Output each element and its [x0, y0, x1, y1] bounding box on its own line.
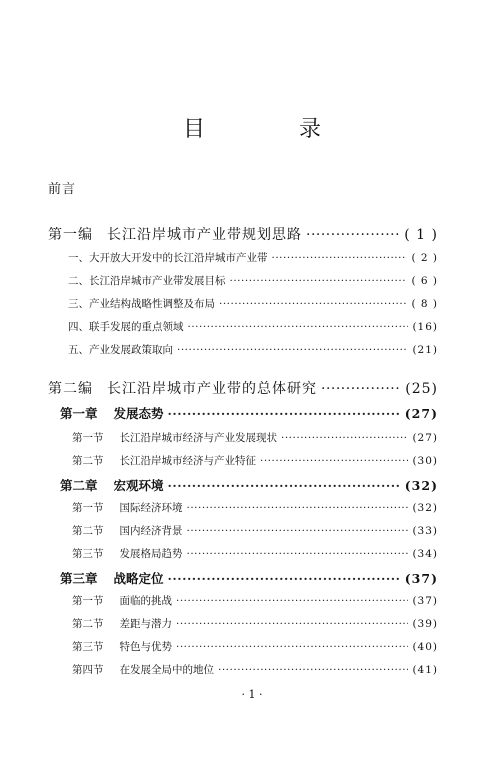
page-title: 目 录	[182, 117, 357, 142]
section-entry	[0, 546, 504, 561]
item-title: 五、产业发展政策取向	[68, 344, 173, 356]
section-title: 特色与优势	[119, 641, 172, 653]
page-number-footer: · 1 ·	[241, 688, 263, 701]
chapter-label: 第一章	[60, 406, 98, 421]
leader-dots	[306, 227, 400, 243]
part1-page: ( 1 )	[404, 227, 438, 243]
section-entry	[0, 453, 504, 468]
section-label: 第三节	[72, 548, 104, 560]
section-page: (27)	[412, 432, 438, 444]
item-page: (21)	[412, 344, 438, 356]
part1-item	[0, 342, 504, 357]
part2-title: 长江沿岸城市产业带的总体研究	[107, 381, 317, 397]
part1-item	[0, 273, 504, 288]
item-page: ( 2 )	[411, 252, 438, 264]
chapter-entry	[0, 404, 504, 422]
section-label: 第一节	[72, 502, 104, 514]
leader-dots	[260, 455, 408, 467]
section-title: 面临的挑战	[119, 595, 172, 607]
section-title: 长江沿岸城市经济与产业发展现状	[119, 432, 277, 444]
section-title: 差距与潜力	[119, 618, 172, 630]
chapter-title: 战略定位	[113, 571, 164, 586]
leader-dots	[168, 478, 401, 493]
leader-dots	[187, 525, 409, 537]
item-title: 二、长江沿岸城市产业带发展目标	[68, 275, 226, 287]
section-page: (32)	[412, 502, 438, 514]
item-title: 一、大开放大开发中的长江沿岸城市产业带	[68, 252, 268, 264]
section-page: (37)	[412, 595, 438, 607]
leader-dots	[176, 641, 408, 653]
part1-entry	[0, 224, 504, 244]
chapter-title: 宏观环境	[113, 478, 164, 493]
part1-item	[0, 319, 504, 334]
section-title: 发展格局趋势	[119, 548, 183, 560]
section-label: 第四节	[72, 664, 104, 676]
section-page: (33)	[412, 525, 438, 537]
leader-dots	[176, 618, 408, 630]
part1-item	[0, 296, 504, 311]
section-title: 国内经济背景	[119, 525, 183, 537]
item-page: ( 6 )	[411, 275, 438, 287]
section-label: 第二节	[72, 618, 104, 630]
leader-dots	[230, 275, 408, 287]
section-page: (41)	[412, 664, 438, 676]
chapter-label: 第三章	[60, 571, 98, 586]
leader-dots	[219, 298, 407, 310]
leader-dots	[187, 548, 409, 560]
item-page: (16)	[412, 321, 438, 333]
leader-dots	[177, 344, 408, 356]
leader-dots	[281, 432, 408, 444]
section-entry	[0, 616, 504, 631]
item-page: ( 8 )	[411, 298, 438, 310]
item-title: 四、联手发展的重点领域	[68, 321, 184, 333]
part2-label: 第二编	[48, 381, 93, 397]
section-title: 国际经济环境	[119, 502, 183, 514]
part2-entry	[0, 378, 504, 398]
chapter-entry	[0, 569, 504, 587]
section-entry	[0, 430, 504, 445]
section-page: (34)	[412, 548, 438, 560]
section-page: (39)	[412, 618, 438, 630]
section-page: (30)	[412, 455, 438, 467]
section-entry	[0, 593, 504, 608]
leader-dots	[321, 381, 401, 397]
section-page: (40)	[412, 641, 438, 653]
section-label: 第一节	[72, 432, 104, 444]
leader-dots	[176, 595, 408, 607]
section-label: 第二节	[72, 525, 104, 537]
part1-item	[0, 250, 504, 265]
section-title: 在发展全局中的地位	[119, 664, 214, 676]
chapter-page: (27)	[404, 406, 438, 421]
section-entry	[0, 662, 504, 677]
leader-dots	[168, 571, 401, 586]
chapter-title: 发展态势	[113, 406, 164, 421]
leader-dots	[168, 406, 401, 421]
section-entry	[0, 639, 504, 654]
part2-page: (25)	[405, 381, 438, 397]
section-entry	[0, 500, 504, 515]
preface-entry: 前言	[48, 182, 77, 197]
section-title: 长江沿岸城市经济与产业特征	[119, 455, 256, 467]
leader-dots	[188, 321, 409, 333]
part1-title: 长江沿岸城市产业带规划思路	[107, 227, 302, 243]
section-label: 第三节	[72, 641, 104, 653]
section-label: 第二节	[72, 455, 104, 467]
leader-dots	[218, 664, 408, 676]
leader-dots	[272, 252, 408, 264]
chapter-page: (32)	[404, 478, 438, 493]
leader-dots	[187, 502, 409, 514]
part1-label: 第一编	[48, 227, 93, 243]
section-label: 第一节	[72, 595, 104, 607]
section-entry	[0, 523, 504, 538]
chapter-page: (37)	[404, 571, 438, 586]
chapter-label: 第二章	[60, 478, 98, 493]
item-title: 三、产业结构战略性调整及布局	[68, 298, 215, 310]
chapter-entry	[0, 476, 504, 494]
